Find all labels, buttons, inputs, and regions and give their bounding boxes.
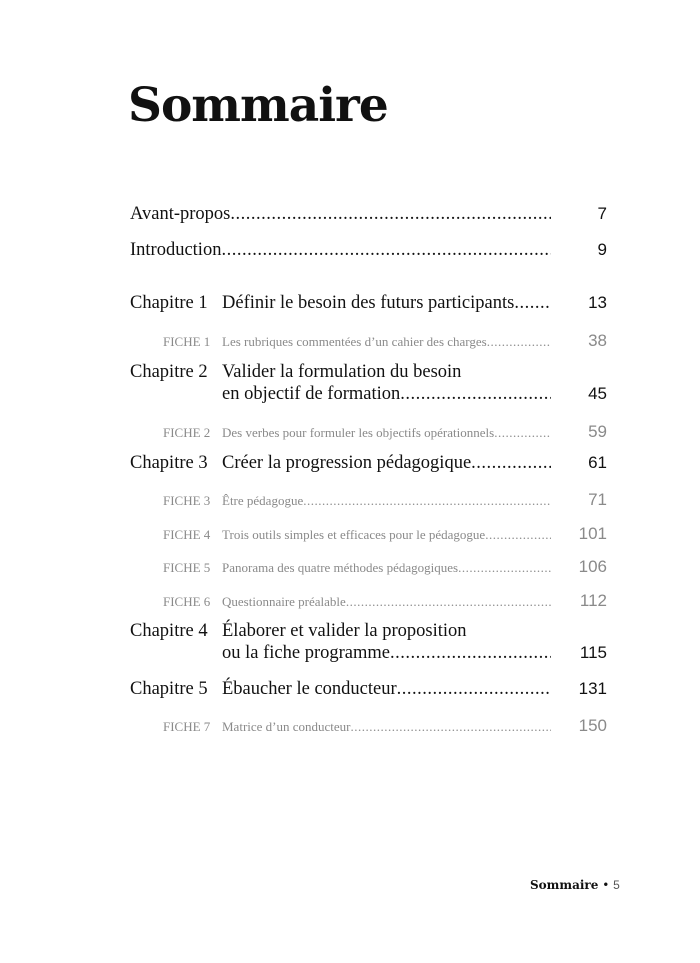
entry-text: ou la fiche programme <box>222 643 390 663</box>
toc-entry-fiche-3[interactable] <box>130 490 607 510</box>
entry-label: Chapitre 2 <box>130 362 208 382</box>
entry-text: Les rubriques commentées d’un cahier des charges <box>222 334 487 349</box>
entry-page: 45 <box>588 384 607 403</box>
page-footer <box>530 878 620 892</box>
entry-label: Chapitre 1 <box>130 293 208 313</box>
dot-leader <box>221 240 551 261</box>
dot-leader <box>458 560 551 576</box>
entry-text: Matrice d’un conducteur <box>222 719 351 734</box>
entry-text-line1: Élaborer et valider la proposition <box>222 621 467 641</box>
toc-entry-fiche-1[interactable] <box>130 331 607 351</box>
dot-leader <box>390 643 551 664</box>
toc-entry-chapitre-5[interactable] <box>130 679 607 700</box>
entry-label: FICHE 5 <box>163 560 211 575</box>
entry-page: 61 <box>588 453 607 472</box>
dot-leader <box>494 425 551 441</box>
entry-text: Questionnaire préalable <box>222 594 346 609</box>
entry-page: 13 <box>588 293 607 312</box>
dot-leader <box>471 453 551 474</box>
dot-leader <box>397 679 551 700</box>
entry-page: 59 <box>588 422 607 441</box>
entry-label: FICHE 6 <box>163 594 211 609</box>
dot-leader <box>303 493 551 509</box>
entry-label: FICHE 7 <box>163 719 211 734</box>
entry-page: 106 <box>578 557 607 576</box>
toc-entry-fiche-2[interactable] <box>130 422 607 442</box>
entry-text: en objectif de formation <box>222 384 401 404</box>
toc-entry-fiche-4[interactable] <box>130 524 607 544</box>
entry-text: Ébaucher le conducteur <box>222 679 397 699</box>
entry-page: 9 <box>597 240 607 259</box>
toc-entry-fiche-7[interactable] <box>130 716 607 736</box>
dot-leader <box>487 334 551 350</box>
entry-text: Panorama des quatre méthodes pédagogiques <box>222 560 459 575</box>
entry-text: Avant-propos <box>130 204 231 224</box>
entry-label: Chapitre 3 <box>130 453 208 473</box>
footer-section: Sommaire <box>530 878 599 892</box>
footer-separator: • <box>602 878 610 892</box>
dot-leader <box>351 719 551 735</box>
entry-text: Introduction <box>130 240 222 260</box>
dot-leader <box>485 527 551 543</box>
toc-entry-fiche-6[interactable] <box>130 591 607 611</box>
dot-leader <box>346 594 551 610</box>
toc-entry-chapitre-3[interactable] <box>130 453 607 474</box>
toc-entry-avant-propos[interactable] <box>130 204 607 225</box>
entry-page: 101 <box>578 524 607 543</box>
entry-label: FICHE 4 <box>163 527 211 542</box>
toc-entry-chapitre-1[interactable] <box>130 293 607 314</box>
entry-page: 7 <box>597 204 607 223</box>
entry-text: Être pédagogue <box>222 493 304 508</box>
entry-page: 38 <box>588 331 607 350</box>
page-title: Sommaire <box>128 78 388 133</box>
toc-entry-fiche-5[interactable] <box>130 557 607 577</box>
entry-page: 131 <box>578 679 607 698</box>
entry-page: 112 <box>579 591 607 610</box>
entry-text: Trois outils simples et efficaces pour le pédagogue <box>222 527 486 542</box>
entry-page: 150 <box>578 716 607 735</box>
entry-page: 115 <box>579 643 607 662</box>
page-number: 5 <box>613 878 620 892</box>
dot-leader <box>400 384 551 405</box>
toc-entry-introduction[interactable] <box>130 240 607 261</box>
dot-leader <box>230 204 551 225</box>
entry-text: Des verbes pour formuler les objectifs opérationnels <box>222 425 495 440</box>
entry-page: 71 <box>588 490 607 509</box>
dot-leader <box>514 293 551 314</box>
entry-text: Créer la progression pédagogique <box>222 453 472 473</box>
entry-label: FICHE 2 <box>163 425 211 440</box>
entry-label: Chapitre 4 <box>130 621 208 641</box>
entry-label: FICHE 1 <box>163 334 211 349</box>
entry-label: FICHE 3 <box>163 493 211 508</box>
entry-label: Chapitre 5 <box>130 679 208 699</box>
entry-text: Définir le besoin des futurs participants <box>222 293 515 313</box>
entry-text-line1: Valider la formulation du besoin <box>222 362 462 382</box>
